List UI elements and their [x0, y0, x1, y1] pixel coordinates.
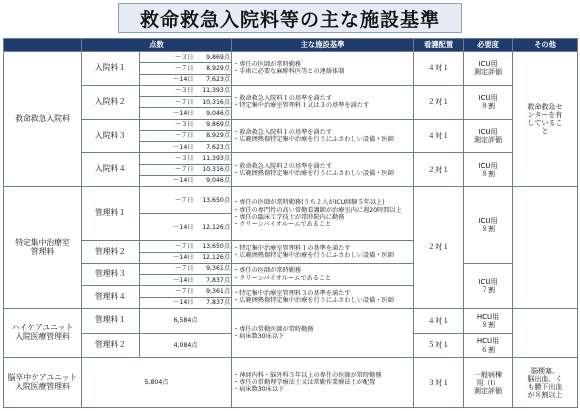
title-banner [118, 3, 462, 33]
criteria-line: ・手術に必要な麻酔科医等との連絡体制 [233, 68, 345, 76]
ratio-emergency-4: ２対１ [414, 153, 464, 187]
criteria-icu-2 [232, 241, 414, 264]
category-line: 特定集中治療室 [15, 237, 70, 247]
ratio-stroke: ３対１ [414, 358, 464, 408]
header-other: その他 [513, 39, 578, 52]
other-line: も膜下出血 [527, 382, 563, 391]
required-line: ７割 [481, 285, 496, 294]
required-line: 測定評価 [474, 386, 503, 395]
other-emergency [513, 52, 578, 187]
points-cell: 13,650点 [195, 187, 232, 214]
criteria-line: ・救命救急入院料２の基準を満たす [233, 162, 333, 170]
criteria-line: ・神経内科・脳外科５年以上の専任の医師が常時勤務 [233, 372, 382, 380]
required-line: ICU用 [478, 161, 498, 170]
required-line: HCU用 [476, 312, 500, 321]
points-cell: 9,361点 [195, 263, 232, 274]
points-cell: 9,869点 [195, 119, 232, 130]
required-line: ６割 [481, 345, 496, 354]
points-cell: 10,316点 [195, 97, 232, 108]
day-cell: ～14日 [140, 74, 195, 85]
day-cell: ～14日 [140, 175, 195, 186]
category-stroke [4, 358, 82, 408]
required-line: ICU用 [478, 127, 498, 136]
table-row [4, 85, 578, 96]
category-hcu [4, 308, 82, 358]
criteria-line: ・クリーンバイオルームであること [233, 220, 332, 228]
table-row [4, 52, 578, 63]
points-cell: 8,929点 [195, 130, 232, 141]
table-row [4, 263, 578, 274]
required-hcu-1 [464, 308, 513, 333]
required-emergency-4 [464, 153, 513, 187]
category-line: 脳卒中ケアユニット [7, 372, 78, 382]
category-emergency: 救命救急入院料 [4, 52, 82, 187]
sub-hcu-2: 管理料２ [82, 333, 140, 358]
required-line: ８割 [481, 224, 496, 233]
criteria-line: ・専任の常勤理学療法士又は常勤作業療法士が配置 [233, 379, 376, 387]
sub-emergency-1: 入院料１ [82, 52, 140, 86]
points-cell: 9,869点 [195, 52, 232, 63]
criteria-line: ・病床数30床以下 [233, 333, 285, 341]
criteria-line: ・専任の医師が常時勤務 [233, 61, 302, 69]
criteria-line: ・広範囲熱傷特定集中治療を行うにふさわしい設備・医師 [233, 297, 394, 305]
ratio-emergency-2: ２対１ [414, 85, 464, 119]
criteria-line: ・専任の専門性の高い常勤看護師が治療室内に週20時間以上 [233, 206, 402, 214]
day-cell: ～７日 [140, 130, 195, 141]
points-cell: 8,929点 [195, 63, 232, 74]
required-line: 用（Ⅰ） [476, 378, 500, 387]
day-cell: ～３日 [140, 52, 195, 63]
required-icu-12 [464, 187, 513, 264]
day-cell: ～３日 [140, 119, 195, 130]
other-line: と [541, 127, 549, 136]
points-cell: 6,584点 [140, 308, 232, 333]
category-line: ハイケアユニット [11, 323, 74, 333]
table-row [4, 358, 578, 408]
header-required: 必要度 [464, 39, 513, 52]
criteria-line: ・専任の常勤医師が常時勤務 [233, 326, 314, 333]
required-stroke [464, 358, 513, 408]
other-line: 救命救急セ [527, 103, 563, 111]
day-cell: ～７日 [140, 63, 195, 74]
required-icu-34 [464, 263, 513, 308]
points-cell: 9,046点 [195, 175, 232, 186]
required-line: ICU用 [478, 94, 498, 103]
header-blank [4, 39, 82, 52]
other-line: 脳梗塞、 [531, 366, 560, 375]
criteria-line: ・特定集中治療室管理料１の基準を満たす [233, 244, 351, 252]
criteria-icu-4 [232, 286, 414, 309]
criteria-stroke [232, 358, 414, 408]
ratio-emergency-1: ４対１ [414, 52, 464, 86]
day-cell: ～14日 [140, 142, 195, 153]
points-cell: 7,837点 [195, 275, 232, 286]
required-emergency-2 [464, 85, 513, 119]
category-line: 入院医療管理料 [15, 332, 70, 342]
table-row [4, 153, 578, 164]
criteria-line: ・特定集中治療室管理料３の基準を満たす [233, 289, 351, 297]
sub-icu-1: 管理料１ [82, 187, 140, 241]
points-cell: 9,046点 [195, 108, 232, 119]
header-row [4, 39, 578, 52]
day-cell: ～14日 [140, 297, 195, 308]
required-hcu-2 [464, 333, 513, 358]
other-line: しているこ [527, 119, 563, 128]
ratio-hcu-2: ５対１ [414, 333, 464, 358]
criteria-line: ・広範囲熱傷特定集中治療を行うにふさわしい設備・医師 [233, 135, 394, 143]
criteria-line: ・広範囲熱傷特定集中治療を行うにふさわしい設備・医師 [233, 169, 394, 177]
day-cell: ～７日 [140, 286, 195, 297]
category-icu [4, 187, 82, 309]
header-ratio: 看護配置 [414, 39, 464, 52]
category-line: 管理料 [30, 246, 55, 256]
sub-icu-4: 管理料４ [82, 286, 140, 309]
criteria-hcu [232, 308, 414, 358]
criteria-emergency-2 [232, 85, 414, 119]
sub-emergency-2: 入院料２ [82, 85, 140, 119]
criteria-line: ・救命救急入院料１の基準を満たす [233, 128, 333, 136]
day-cell: ～７日 [140, 263, 195, 274]
day-cell: ～３日 [140, 85, 195, 96]
required-line: HCU用 [476, 337, 500, 346]
other-hcu [513, 308, 578, 358]
sub-icu-3: 管理料３ [82, 263, 140, 286]
sub-icu-2: 管理料２ [82, 241, 140, 264]
required-line: ８割 [481, 102, 496, 111]
criteria-line: ・特定集中治療室管理料１又は３の基準を満たす [233, 102, 370, 110]
points-cell: 4,084点 [140, 333, 232, 358]
day-cell: ～７日 [140, 187, 195, 214]
day-cell: ～14日 [140, 108, 195, 119]
criteria-line: ・救命救急入院料１の基準を満たす [233, 95, 333, 103]
required-line: ICU用 [478, 277, 498, 286]
day-cell: ～14日 [140, 214, 195, 241]
required-line: 測定評価 [474, 68, 503, 77]
sub-emergency-4: 入院料４ [82, 153, 140, 187]
points-cell: 11,393点 [195, 153, 232, 164]
table-row [4, 119, 578, 130]
other-stroke [513, 358, 578, 408]
required-line: ICU用 [478, 60, 498, 69]
facility-standards-table [3, 38, 578, 408]
category-line: 入院医療管理料 [15, 381, 70, 391]
criteria-line: ・クリーンバイオルームであること [233, 274, 332, 282]
criteria-line: ・専任の医師が常時勤務(うち２人がICU経験５年以上) [233, 199, 385, 207]
ratio-icu: ２対１ [414, 187, 464, 309]
points-cell: 12,126点 [195, 214, 232, 241]
criteria-line: ・広範囲熱傷特定集中治療を行うにふさわしい設備・医師 [233, 252, 394, 260]
header-points: 点数 [82, 39, 232, 52]
criteria-line: ・専任の医師が常時勤務 [233, 267, 302, 275]
criteria-emergency-3 [232, 119, 414, 153]
other-line: が８割以上 [527, 390, 563, 399]
required-line: ８割 [481, 320, 496, 329]
criteria-line: ・病床数30床以下 [233, 386, 285, 394]
other-line: 脳出血、く [527, 374, 563, 383]
criteria-emergency-4 [232, 153, 414, 187]
points-cell: 7,837点 [195, 297, 232, 308]
day-cell: ～７日 [140, 241, 195, 252]
day-cell: ～３日 [140, 153, 195, 164]
table-row [4, 187, 578, 214]
day-cell: ～14日 [140, 275, 195, 286]
day-cell: ～７日 [140, 164, 195, 175]
ratio-hcu-1: ４対１ [414, 308, 464, 333]
page-title: 救命救急入院料等の主な施設基準 [139, 8, 440, 31]
points-cell: 7,623点 [195, 142, 232, 153]
header-criteria: 主な施設基準 [232, 39, 414, 52]
required-emergency-3 [464, 119, 513, 153]
points-cell: 7,623点 [195, 74, 232, 85]
points-cell: 9,361点 [195, 286, 232, 297]
day-cell: ～14日 [140, 252, 195, 263]
points-cell: 10,316点 [195, 164, 232, 175]
day-cell: ～７日 [140, 97, 195, 108]
criteria-emergency-1 [232, 52, 414, 86]
points-cell: 12,126点 [195, 252, 232, 263]
criteria-icu-1 [232, 187, 414, 241]
required-emergency-1 [464, 52, 513, 86]
other-icu [513, 187, 578, 309]
criteria-icu-3 [232, 263, 414, 286]
points-cell: 11,393点 [195, 85, 232, 96]
required-line: ICU用 [478, 216, 498, 225]
required-line: ８割 [481, 169, 496, 178]
ratio-emergency-3: ４対１ [414, 119, 464, 153]
points-cell: 5,804点 [82, 358, 232, 408]
table-row [4, 308, 578, 333]
other-line: ンターを有 [527, 111, 563, 120]
sub-emergency-3: 入院料３ [82, 119, 140, 153]
required-line: 一般病棟 [474, 370, 503, 379]
required-line: 測定評価 [474, 135, 503, 144]
sub-hcu-1: 管理料１ [82, 308, 140, 333]
points-cell: 13,650点 [195, 241, 232, 252]
criteria-line: ・専任の臨床工学技士が常時院内に勤務 [233, 213, 345, 221]
